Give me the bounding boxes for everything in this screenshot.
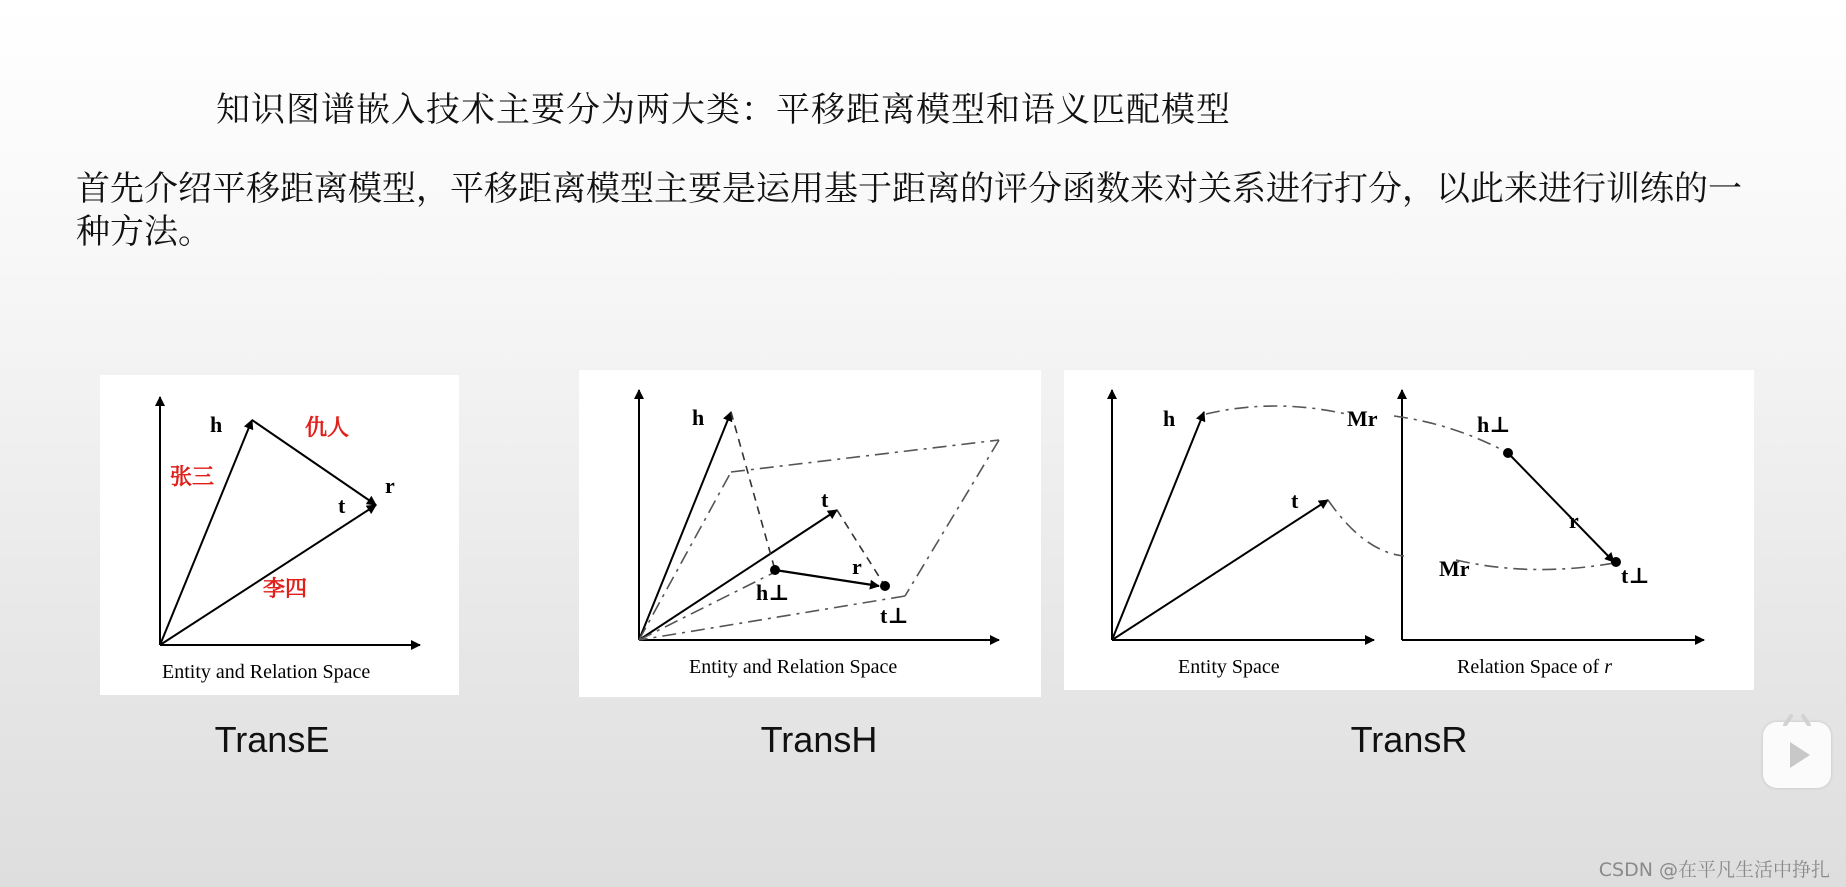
transe-r-label: r [385, 473, 395, 498]
transe-diagram [100, 375, 459, 695]
transr-entity-axis-label: Entity Space [1178, 656, 1280, 678]
transh-diagram [579, 370, 1041, 697]
transe-h-label: h [210, 412, 223, 437]
intro-paragraph: 首先介绍平移距离模型，平移距离模型主要是运用基于距离的评分函数来对关系进行打分，以此来进行训练的一种方法。 [76, 169, 1742, 252]
play-button-ears-icon [1781, 714, 1813, 726]
transh-r-vector [775, 570, 879, 586]
transh-hyperplane [639, 472, 731, 640]
play-button[interactable] [1763, 722, 1831, 788]
transr-t-vector [1112, 500, 1328, 640]
transr-h-perp-point [1503, 448, 1513, 458]
transh-h-projection [731, 412, 775, 570]
transr-h-perp-label: h⊥ [1477, 412, 1511, 437]
transr-t-perp-point [1611, 557, 1621, 567]
transe-t-label: t [338, 493, 346, 518]
transr-relation-axis-label: Relation Space of r [1457, 656, 1612, 678]
transr-diagram [1064, 370, 1754, 690]
transr-t-mapping [1328, 500, 1404, 556]
transr-r-vector [1508, 453, 1614, 562]
transr-t-label: t [1291, 488, 1299, 513]
transh-h-perp-point [770, 565, 780, 575]
transr-h-vector [1112, 412, 1204, 640]
transr-h-label: h [1163, 406, 1176, 431]
play-icon [1790, 742, 1810, 768]
transh-h-label: h [692, 405, 705, 430]
transr-figure [1064, 370, 1754, 690]
transr-m-bottom-label: Mr [1439, 556, 1470, 581]
csdn-watermark: CSDN @在平凡生活中挣扎 [1598, 859, 1830, 881]
slide-heading: 知识图谱嵌入技术主要分为两大类：平移距离模型和语义匹配模型 [216, 90, 1231, 130]
transr-h-mapping [1206, 406, 1346, 414]
transr-m-top-label: Mr [1347, 406, 1378, 431]
transh-t-label: t [821, 487, 829, 512]
transe-relation-annotation: 仇人 [305, 416, 350, 441]
transh-axis-label: Entity and Relation Space [689, 656, 898, 678]
transr-r-label: r [1569, 508, 1579, 533]
transr-caption: TransR [1350, 719, 1468, 760]
transe-caption: TransE [214, 719, 330, 760]
transh-t-perp-label: t⊥ [880, 603, 909, 628]
transh-figure [579, 370, 1041, 697]
transh-r-label: r [852, 554, 862, 579]
transh-caption: TransH [760, 719, 878, 760]
transe-axis-label: Entity and Relation Space [162, 661, 371, 683]
transe-head-annotation: 张三 [170, 465, 215, 490]
transh-h-perp-label: h⊥ [756, 580, 790, 605]
transe-tail-annotation: 李四 [263, 577, 308, 602]
transh-t-perp-point [880, 581, 890, 591]
transe-t-vector [160, 505, 376, 645]
transe-figure [100, 375, 459, 695]
transh-h-vector [639, 412, 731, 640]
transe-h-vector [160, 420, 252, 645]
transr-t-perp-label: t⊥ [1621, 563, 1650, 588]
